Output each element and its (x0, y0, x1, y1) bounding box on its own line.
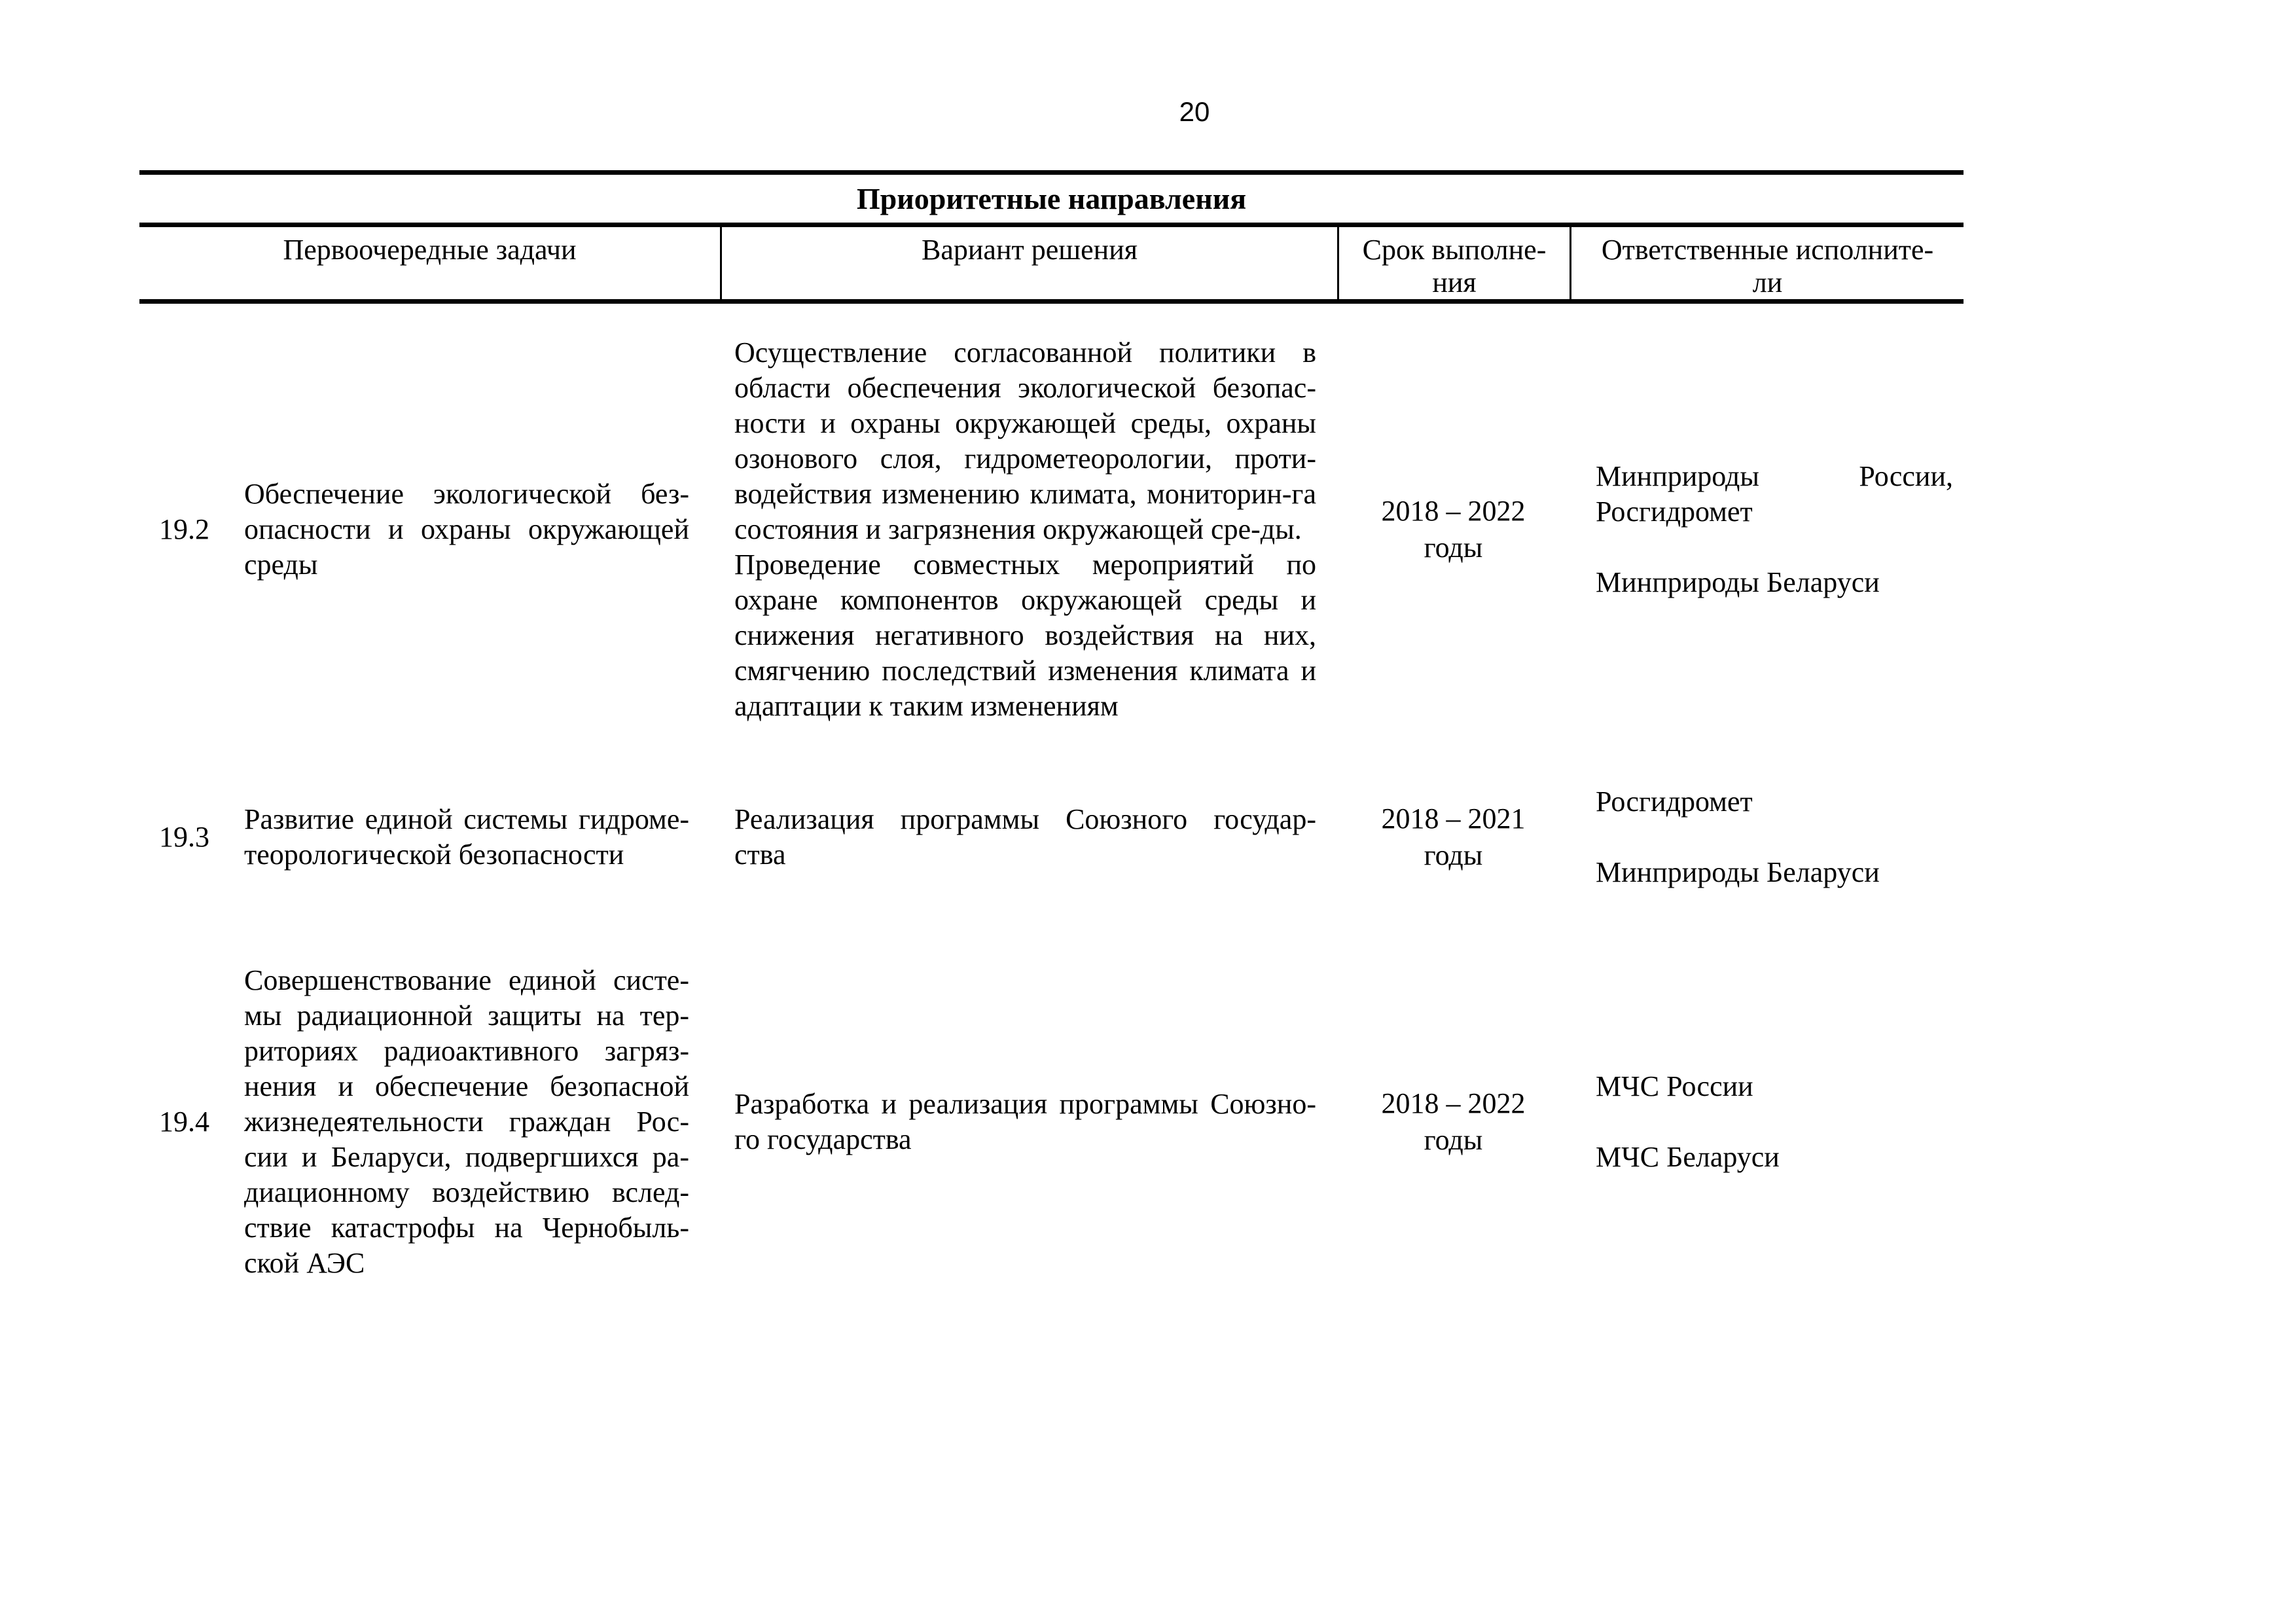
solution-cell (720, 919, 1337, 1325)
solution-paragraph: Разработка и реализация программы Союзно-го государства (734, 1088, 1316, 1155)
responsible-paragraph: Минприроды Беларуси (1596, 856, 1880, 888)
task-text: Обеспечение экологической без-опасности и охраны окружающей среды (244, 478, 689, 581)
solution-paragraph: ства (734, 839, 786, 871)
solution-paragraph: Осуществление согласованной политики в области обеспечения экологической безопас-ности и охраны окружающей среды, охраны озонового слоя, гидрометеорологии, проти-водействия изменению климата, мониторин-га состояния и загрязнения окружающей сре-ды. (734, 336, 1316, 545)
responsible-paragraph: МЧС России (1596, 1070, 1753, 1102)
responsible-paragraph: Минприроды Беларуси (1596, 566, 1880, 598)
task-text: Развитие единой системы гидроме-теорологической безопасности (244, 803, 689, 871)
table-row-19-4 (139, 919, 1964, 1325)
row-number: 19.3 (159, 821, 209, 853)
table-row-19-3 (139, 755, 1964, 919)
task-cell (139, 755, 720, 919)
table-body (139, 299, 1964, 1325)
term-cell: 2018 – 2022 годы (1381, 1087, 1526, 1156)
responsible-paragraph: Росгидромет (1596, 785, 1753, 818)
responsible-cell (1570, 919, 1964, 1325)
term-cell: 2018 – 2022 годы (1381, 495, 1526, 564)
priority-table (139, 170, 1964, 1325)
term-cell: 2018 – 2021 годы (1381, 803, 1526, 871)
row-number: 19.2 (159, 513, 209, 545)
header-cell-responsible: Ответственные исполните-ли (1570, 227, 1964, 299)
solution-cell (720, 755, 1337, 919)
responsible-paragraph: Минприроды России, Росгидромет (1596, 460, 1953, 528)
solution-paragraph: Проведение совместных мероприятий по охране компонентов окружающей среды и снижения негативного воздействия на них, смягчению последствий изменения климата и адаптации к таким изменениям (734, 549, 1316, 722)
header-cell-tasks: Первоочередные задачи (283, 234, 577, 266)
task-cell-content (139, 963, 720, 1281)
task-cell (139, 919, 720, 1325)
solution-cell (720, 304, 1337, 755)
header-cell-term: Срок выполне-ния (1337, 227, 1570, 299)
responsible-paragraph: МЧС Беларуси (1596, 1141, 1780, 1173)
header-cell-solution: Вариант решения (720, 227, 1337, 299)
task-cell-content (139, 802, 720, 873)
task-cell (139, 304, 720, 755)
solution-paragraph: Реализация программы Союзного государ- (734, 803, 1316, 835)
page-number: 20 (1179, 96, 1210, 127)
responsible-cell (1570, 755, 1964, 919)
task-text: Совершенствование единой систе-мы радиационной защиты на тер-риториях радиоактивного загряз-нения и обеспечение безопасной жизнедеятельности граждан Рос-сии и Беларуси, подвергшихся ра-диационному воздействию вслед-ствие катастрофы на Чернобыль-ской АЭС (244, 964, 689, 1279)
responsible-cell (1570, 304, 1964, 755)
table-title: Приоритетные направления (139, 170, 1964, 223)
row-number: 19.4 (159, 1106, 209, 1138)
table-header-row (139, 223, 1964, 299)
task-cell-content (139, 477, 720, 583)
table-row-19-2 (139, 304, 1964, 755)
